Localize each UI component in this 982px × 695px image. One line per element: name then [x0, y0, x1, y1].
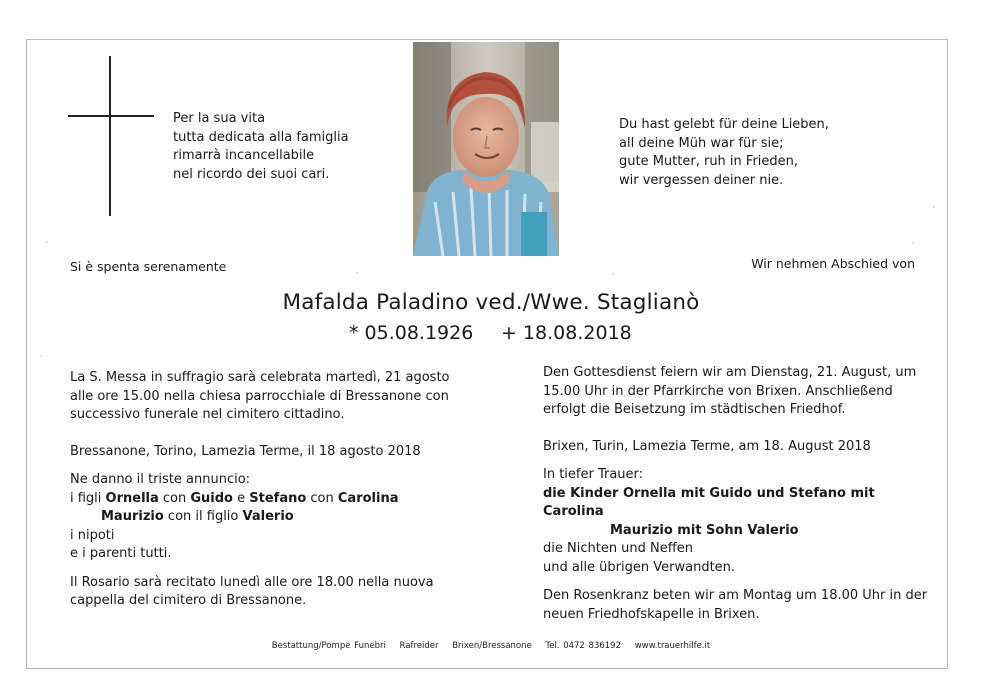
speck	[46, 241, 48, 243]
speck	[933, 206, 935, 208]
place-date-german: Brixen, Turin, Lamezia Terme, am 18. August 2018	[543, 438, 871, 454]
italian-column	[70, 369, 470, 611]
rosary-italian: Il Rosario sarà recitato lunedì alle ore 18.00 nella nuova cappella del cimitero di Bressanone.	[70, 574, 434, 608]
nephews-german: die Nichten und Neffen	[543, 541, 693, 556]
footer-location: Brixen/Bressanone	[452, 641, 532, 651]
german-column	[543, 364, 938, 624]
cross-icon	[109, 56, 111, 216]
place-date-italian: Bressanone, Torino, Lamezia Terme, il 18 agosto 2018	[70, 443, 421, 459]
speck	[612, 273, 614, 275]
cross-icon-bar	[68, 115, 154, 117]
nephews-italian: i nipoti	[70, 527, 115, 543]
relatives-german: und alle übrigen Verwandten.	[543, 559, 736, 575]
verse-german: Du hast gelebt für deine Lieben, all deine Müh war für sie; gute Mutter, ruh in Frieden, wir vergessen deiner nie.	[619, 117, 829, 188]
mass-announcement-german: Den Gottesdienst feiern wir am Dienstag, 21. August, um 15.00 Uhr in der Pfarrkirche von Brixen. Anschließend erfolgt die Beisetzung im städtischen Friedhof.	[543, 365, 917, 417]
deceased-name: Mafalda Paladino ved./Wwe. Staglianò	[282, 290, 700, 315]
lead-text-german: Wir nehmen Abschied von	[751, 256, 915, 271]
footer-company: Bestattung/Pompe Funebri	[271, 641, 386, 651]
son-line-german: Maurizio mit Sohn Valerio	[610, 522, 799, 538]
footer-website[interactable]: www.trauerhilfe.it	[634, 641, 711, 651]
speck	[912, 242, 914, 244]
announce-german: In tiefer Trauer:	[543, 467, 644, 482]
children-line-italian: i figli Ornella con Guido e Stefano con Carolina	[70, 490, 399, 506]
speck	[40, 355, 42, 357]
lead-text-italian: Si è spenta serenamente	[70, 259, 227, 274]
portrait-photo	[413, 42, 559, 256]
speck	[356, 272, 358, 274]
footer-phone: Tel. 0472 836192	[545, 641, 621, 651]
footer	[0, 641, 982, 651]
rosary-german: Den Rosenkranz beten wir am Montag um 18.00 Uhr in der neuen Friedhofskapelle in Brixen.	[543, 588, 928, 622]
announce-italian: Ne danno il triste annuncio:	[70, 472, 251, 487]
footer-name: Rafreider	[399, 641, 439, 651]
portrait-image	[413, 42, 559, 256]
verse-italian: Per la sua vita tutta dedicata alla famiglia rimarrà incancellabile nel ricordo dei suoi cari.	[173, 111, 349, 182]
children-line-german: die Kinder Ornella mit Guido und Stefano mit Carolina	[543, 485, 875, 519]
birth-date: * 05.08.1926	[349, 322, 474, 344]
death-date: + 18.08.2018	[501, 322, 632, 344]
relatives-italian: e i parenti tutti.	[70, 546, 172, 561]
mass-announcement-italian: La S. Messa in suffragio sarà celebrata martedì, 21 agosto alle ore 15.00 nella chiesa parrocchiale di Bressanone con successivo funerale nel cimitero cittadino.	[70, 370, 450, 422]
son-line-italian: Maurizio con il figlio Valerio	[101, 509, 294, 524]
